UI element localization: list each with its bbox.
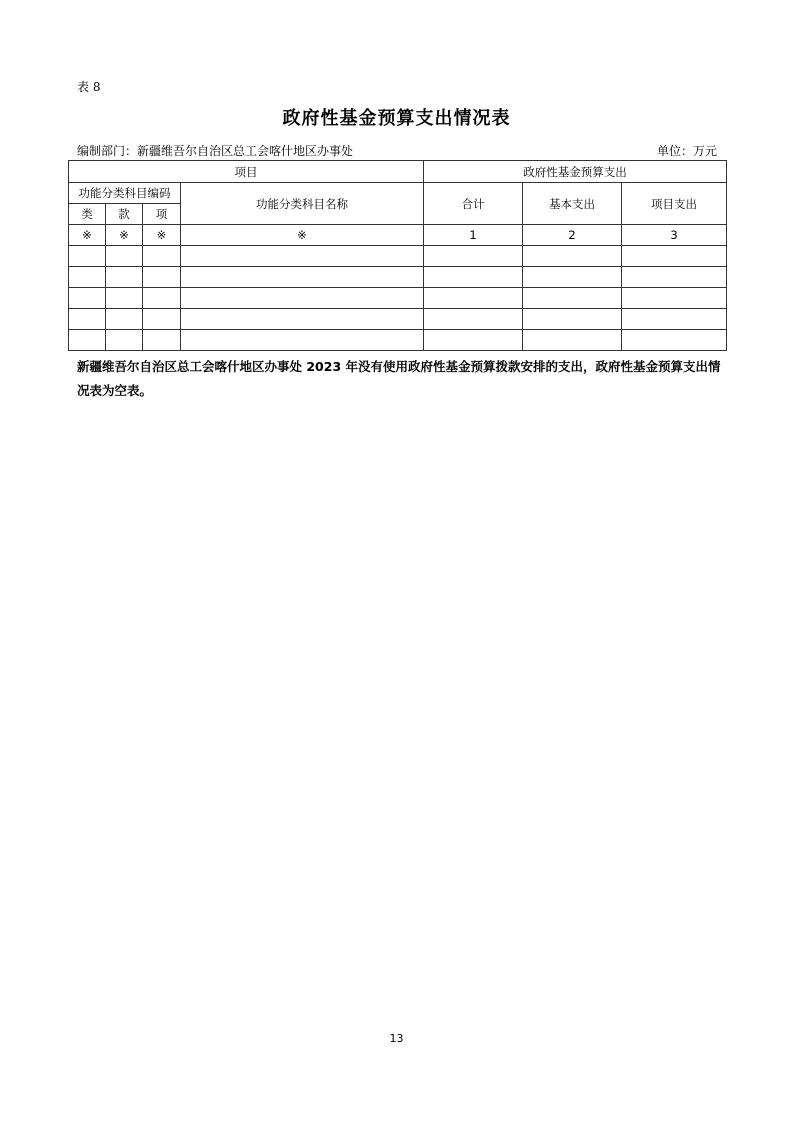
header-kuan: 款 — [106, 204, 143, 225]
table-cell — [622, 330, 727, 351]
table-cell — [143, 246, 181, 267]
unit-label: 单位：万元 — [656, 144, 717, 158]
marker-cell: 3 — [622, 225, 727, 246]
marker-cell: 1 — [424, 225, 523, 246]
explanatory-note: 新疆维吾尔自治区总工会喀什地区办事处 2023 年没有使用政府性基金预算拨款安排的支出，政府性基金预算支出情况表为空表。 — [77, 359, 721, 398]
marker-cell: 2 — [523, 225, 622, 246]
table-cell — [69, 330, 106, 351]
table-cell — [106, 246, 143, 267]
table-cell — [181, 267, 424, 288]
compiling-department: 编制部门：新疆维吾尔自治区总工会喀什地区办事处 — [77, 144, 354, 158]
table-cell — [622, 246, 727, 267]
budget-table — [68, 160, 727, 351]
table-cell — [69, 288, 106, 309]
table-cell — [424, 309, 523, 330]
header-xiang: 项 — [143, 204, 181, 225]
table-cell — [69, 309, 106, 330]
table-cell — [523, 330, 622, 351]
table-cell — [424, 330, 523, 351]
header-item-group: 项目 — [69, 161, 424, 183]
table-cell — [622, 267, 727, 288]
table-cell — [622, 288, 727, 309]
table-cell — [424, 288, 523, 309]
page-title: 政府性基金预算支出情况表 — [282, 108, 511, 129]
table-row — [69, 246, 727, 267]
header-budget-group: 政府性基金预算支出 — [424, 161, 727, 183]
marker-cell: ※ — [143, 225, 181, 246]
table-cell — [424, 246, 523, 267]
marker-cell: ※ — [106, 225, 143, 246]
table-cell — [143, 309, 181, 330]
table-cell — [143, 288, 181, 309]
table-cell — [523, 267, 622, 288]
table-cell — [143, 267, 181, 288]
table-cell — [69, 246, 106, 267]
table-cell — [523, 309, 622, 330]
table-cell — [106, 330, 143, 351]
table-cell — [424, 267, 523, 288]
marker-cell: ※ — [69, 225, 106, 246]
table-cell — [143, 330, 181, 351]
table-cell — [181, 330, 424, 351]
table-cell — [69, 267, 106, 288]
table-cell — [181, 288, 424, 309]
marker-row — [69, 225, 727, 246]
marker-cell: ※ — [181, 225, 424, 246]
table-cell — [622, 309, 727, 330]
table-cell — [181, 309, 424, 330]
table-cell — [523, 288, 622, 309]
header-lei: 类 — [69, 204, 106, 225]
table-cell — [106, 288, 143, 309]
page-number: 13 — [389, 1032, 404, 1045]
table-row — [69, 309, 727, 330]
table-cell — [106, 267, 143, 288]
header-total: 合计 — [424, 183, 523, 225]
header-code: 功能分类科目编码 — [69, 183, 181, 204]
table-cell — [106, 309, 143, 330]
table-cell — [523, 246, 622, 267]
table-row — [69, 267, 727, 288]
table-number: 表 8 — [77, 80, 101, 94]
header-project-expenditure: 项目支出 — [622, 183, 727, 225]
table-row — [69, 330, 727, 351]
table-cell — [181, 246, 424, 267]
table-row — [69, 288, 727, 309]
header-basic-expenditure: 基本支出 — [523, 183, 622, 225]
header-subject-name: 功能分类科目名称 — [181, 183, 424, 225]
